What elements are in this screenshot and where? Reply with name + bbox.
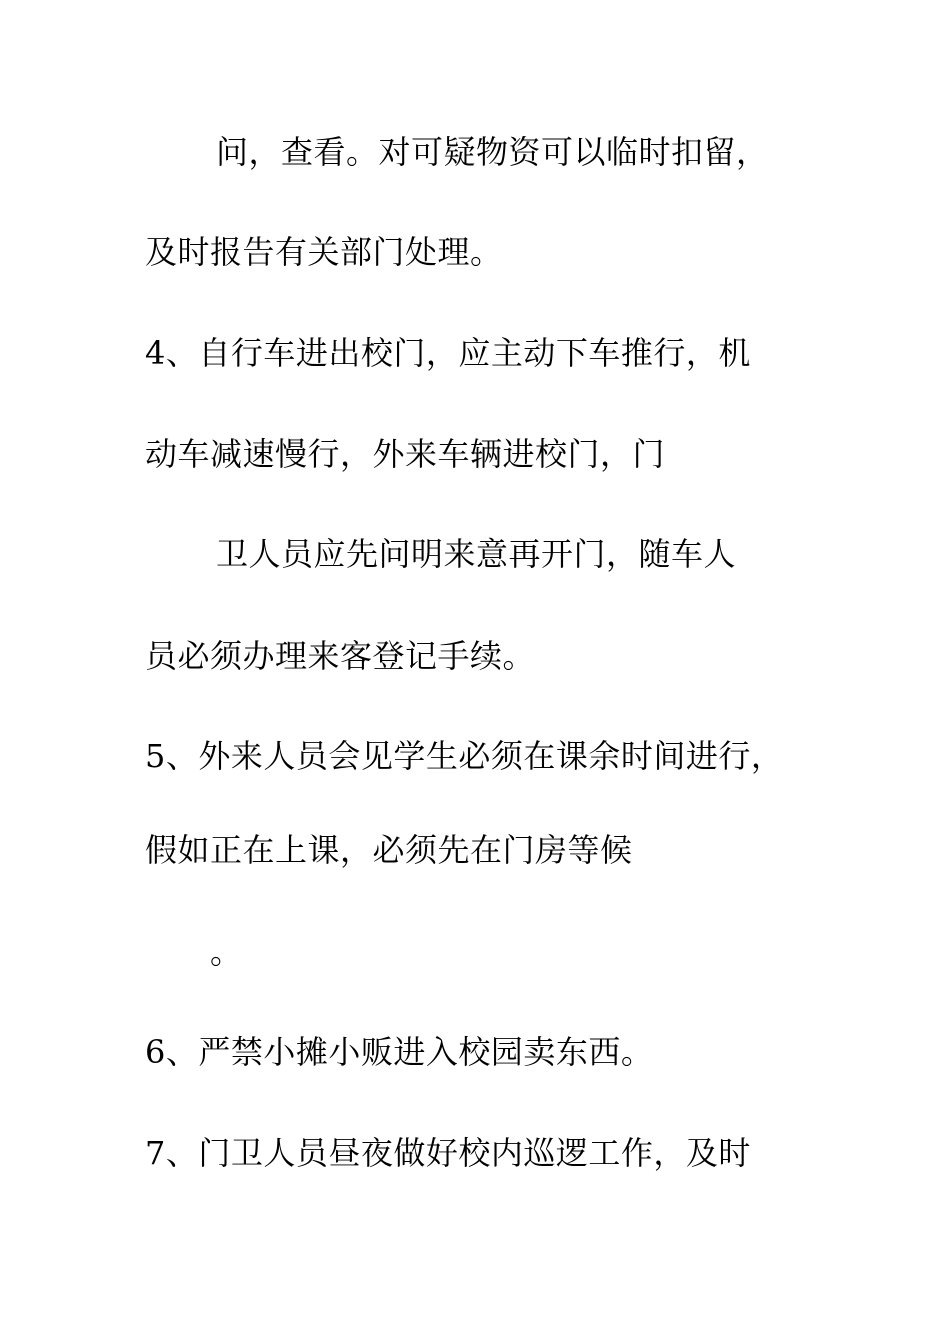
text-line-4: 动车减速慢行，外来车辆进校门，门 xyxy=(145,435,666,473)
text-line-11: 7、门卫人员昼夜做好校内巡逻工作，及时 xyxy=(145,1134,751,1172)
text-line-1: 问，查看。对可疑物资可以临时扣留， xyxy=(216,133,769,171)
text-line-10: 6、严禁小摊小贩进入校园卖东西。 xyxy=(145,1033,654,1071)
text-line-3: 4、自行车进出校门，应主动下车推行，机 xyxy=(145,334,751,372)
text-line-7: 5、外来人员会见学生必须在课余时间进行， xyxy=(145,737,784,775)
text-line-2: 及时报告有关部门处理。 xyxy=(145,233,503,271)
text-line-5: 卫人员应先问明来意再开门，随车人 xyxy=(216,535,737,573)
text-line-6: 员必须办理来客登记手续。 xyxy=(145,637,536,675)
text-line-9: 。 xyxy=(210,933,243,971)
text-line-8: 假如正在上课，必须先在门房等候 xyxy=(145,831,633,869)
